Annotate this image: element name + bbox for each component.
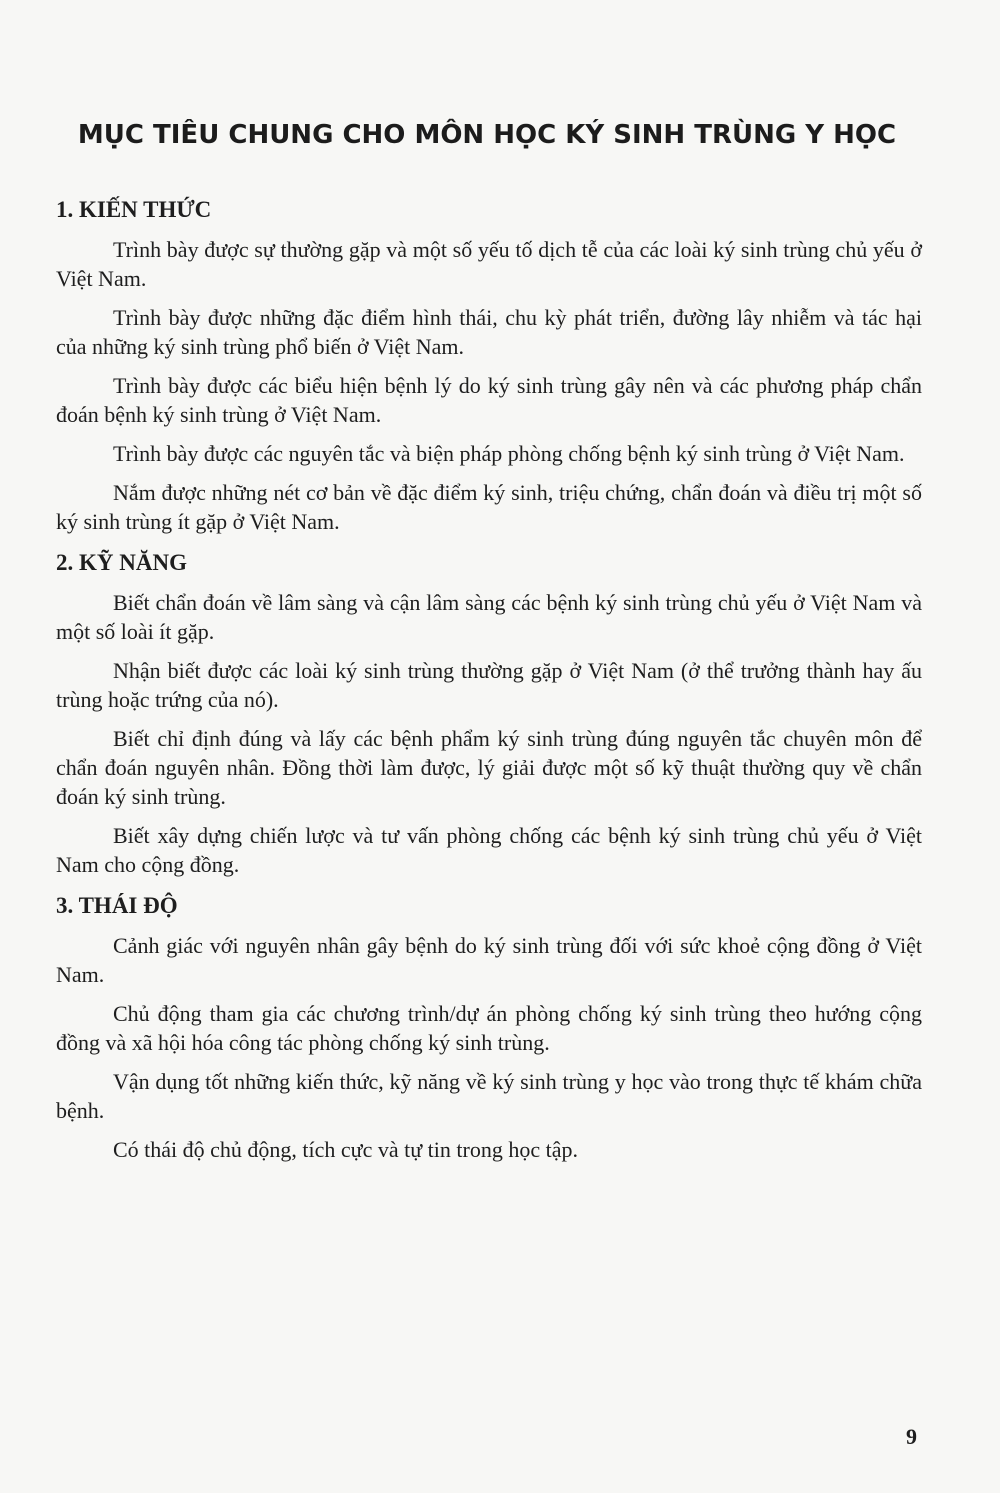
paragraph: Nhận biết được các loài ký sinh trùng thường gặp ở Việt Nam (ở thể trưởng thành hay ấu trùng hoặc trứng của nó). bbox=[56, 658, 922, 712]
paragraph: Chủ động tham gia các chương trình/dự án phòng chống ký sinh trùng theo hướng cộng đồng và xã hội hóa công tác phòng chống ký sinh trùng. bbox=[56, 1001, 922, 1055]
section-heading: 3. THÁI ĐỘ bbox=[56, 893, 178, 918]
paragraph: Nắm được những nét cơ bản về đặc điểm ký sinh, triệu chứng, chẩn đoán và điều trị một số ký sinh trùng ít gặp ở Việt Nam. bbox=[56, 480, 922, 534]
page-number: 9 bbox=[906, 1424, 917, 1449]
paragraph: Vận dụng tốt những kiến thức, kỹ năng về ký sinh trùng y học vào trong thực tế khám chữa bệnh. bbox=[56, 1069, 922, 1123]
paragraph: Trình bày được các nguyên tắc và biện pháp phòng chống bệnh ký sinh trùng ở Việt Nam. bbox=[113, 441, 905, 466]
section-skills bbox=[56, 546, 922, 879]
section-knowledge bbox=[56, 193, 922, 536]
page-title: MỤC TIÊU CHUNG CHO MÔN HỌC KÝ SINH TRÙNG Y HỌC bbox=[77, 120, 897, 150]
paragraph: Biết chẩn đoán về lâm sàng và cận lâm sàng các bệnh ký sinh trùng chủ yếu ở Việt Nam và một số loài ít gặp. bbox=[56, 590, 922, 644]
paragraph: Biết chỉ định đúng và lấy các bệnh phẩm ký sinh trùng đúng nguyên tắc chuyên môn để chẩn đoán nguyên nhân. Đồng thời làm được, lý giải được một số kỹ thuật thường quy về chẩn đoán ký sinh trùng. bbox=[56, 726, 922, 809]
section-heading: 2. KỸ NĂNG bbox=[56, 550, 187, 575]
paragraph: Biết xây dựng chiến lược và tư vấn phòng chống các bệnh ký sinh trùng chủ yếu ở Việt Nam cho cộng đồng. bbox=[56, 823, 922, 877]
paragraph: Trình bày được các biểu hiện bệnh lý do ký sinh trùng gây nên và các phương pháp chẩn đoán bệnh ký sinh trùng ở Việt Nam. bbox=[56, 373, 922, 427]
paragraph: Trình bày được sự thường gặp và một số yếu tố dịch tễ của các loài ký sinh trùng chủ yếu ở Việt Nam. bbox=[56, 237, 922, 291]
section-attitude bbox=[56, 889, 922, 1164]
section-heading: 1. KIẾN THỨC bbox=[56, 197, 212, 222]
page-content bbox=[56, 193, 922, 1174]
paragraph: Có thái độ chủ động, tích cực và tự tin trong học tập. bbox=[113, 1137, 578, 1162]
paragraph: Trình bày được những đặc điểm hình thái, chu kỳ phát triển, đường lây nhiễm và tác hại của những ký sinh trùng phổ biến ở Việt Nam. bbox=[56, 305, 922, 359]
paragraph: Cảnh giác với nguyên nhân gây bệnh do ký sinh trùng đối với sức khoẻ cộng đồng ở Việt Nam. bbox=[56, 933, 922, 987]
